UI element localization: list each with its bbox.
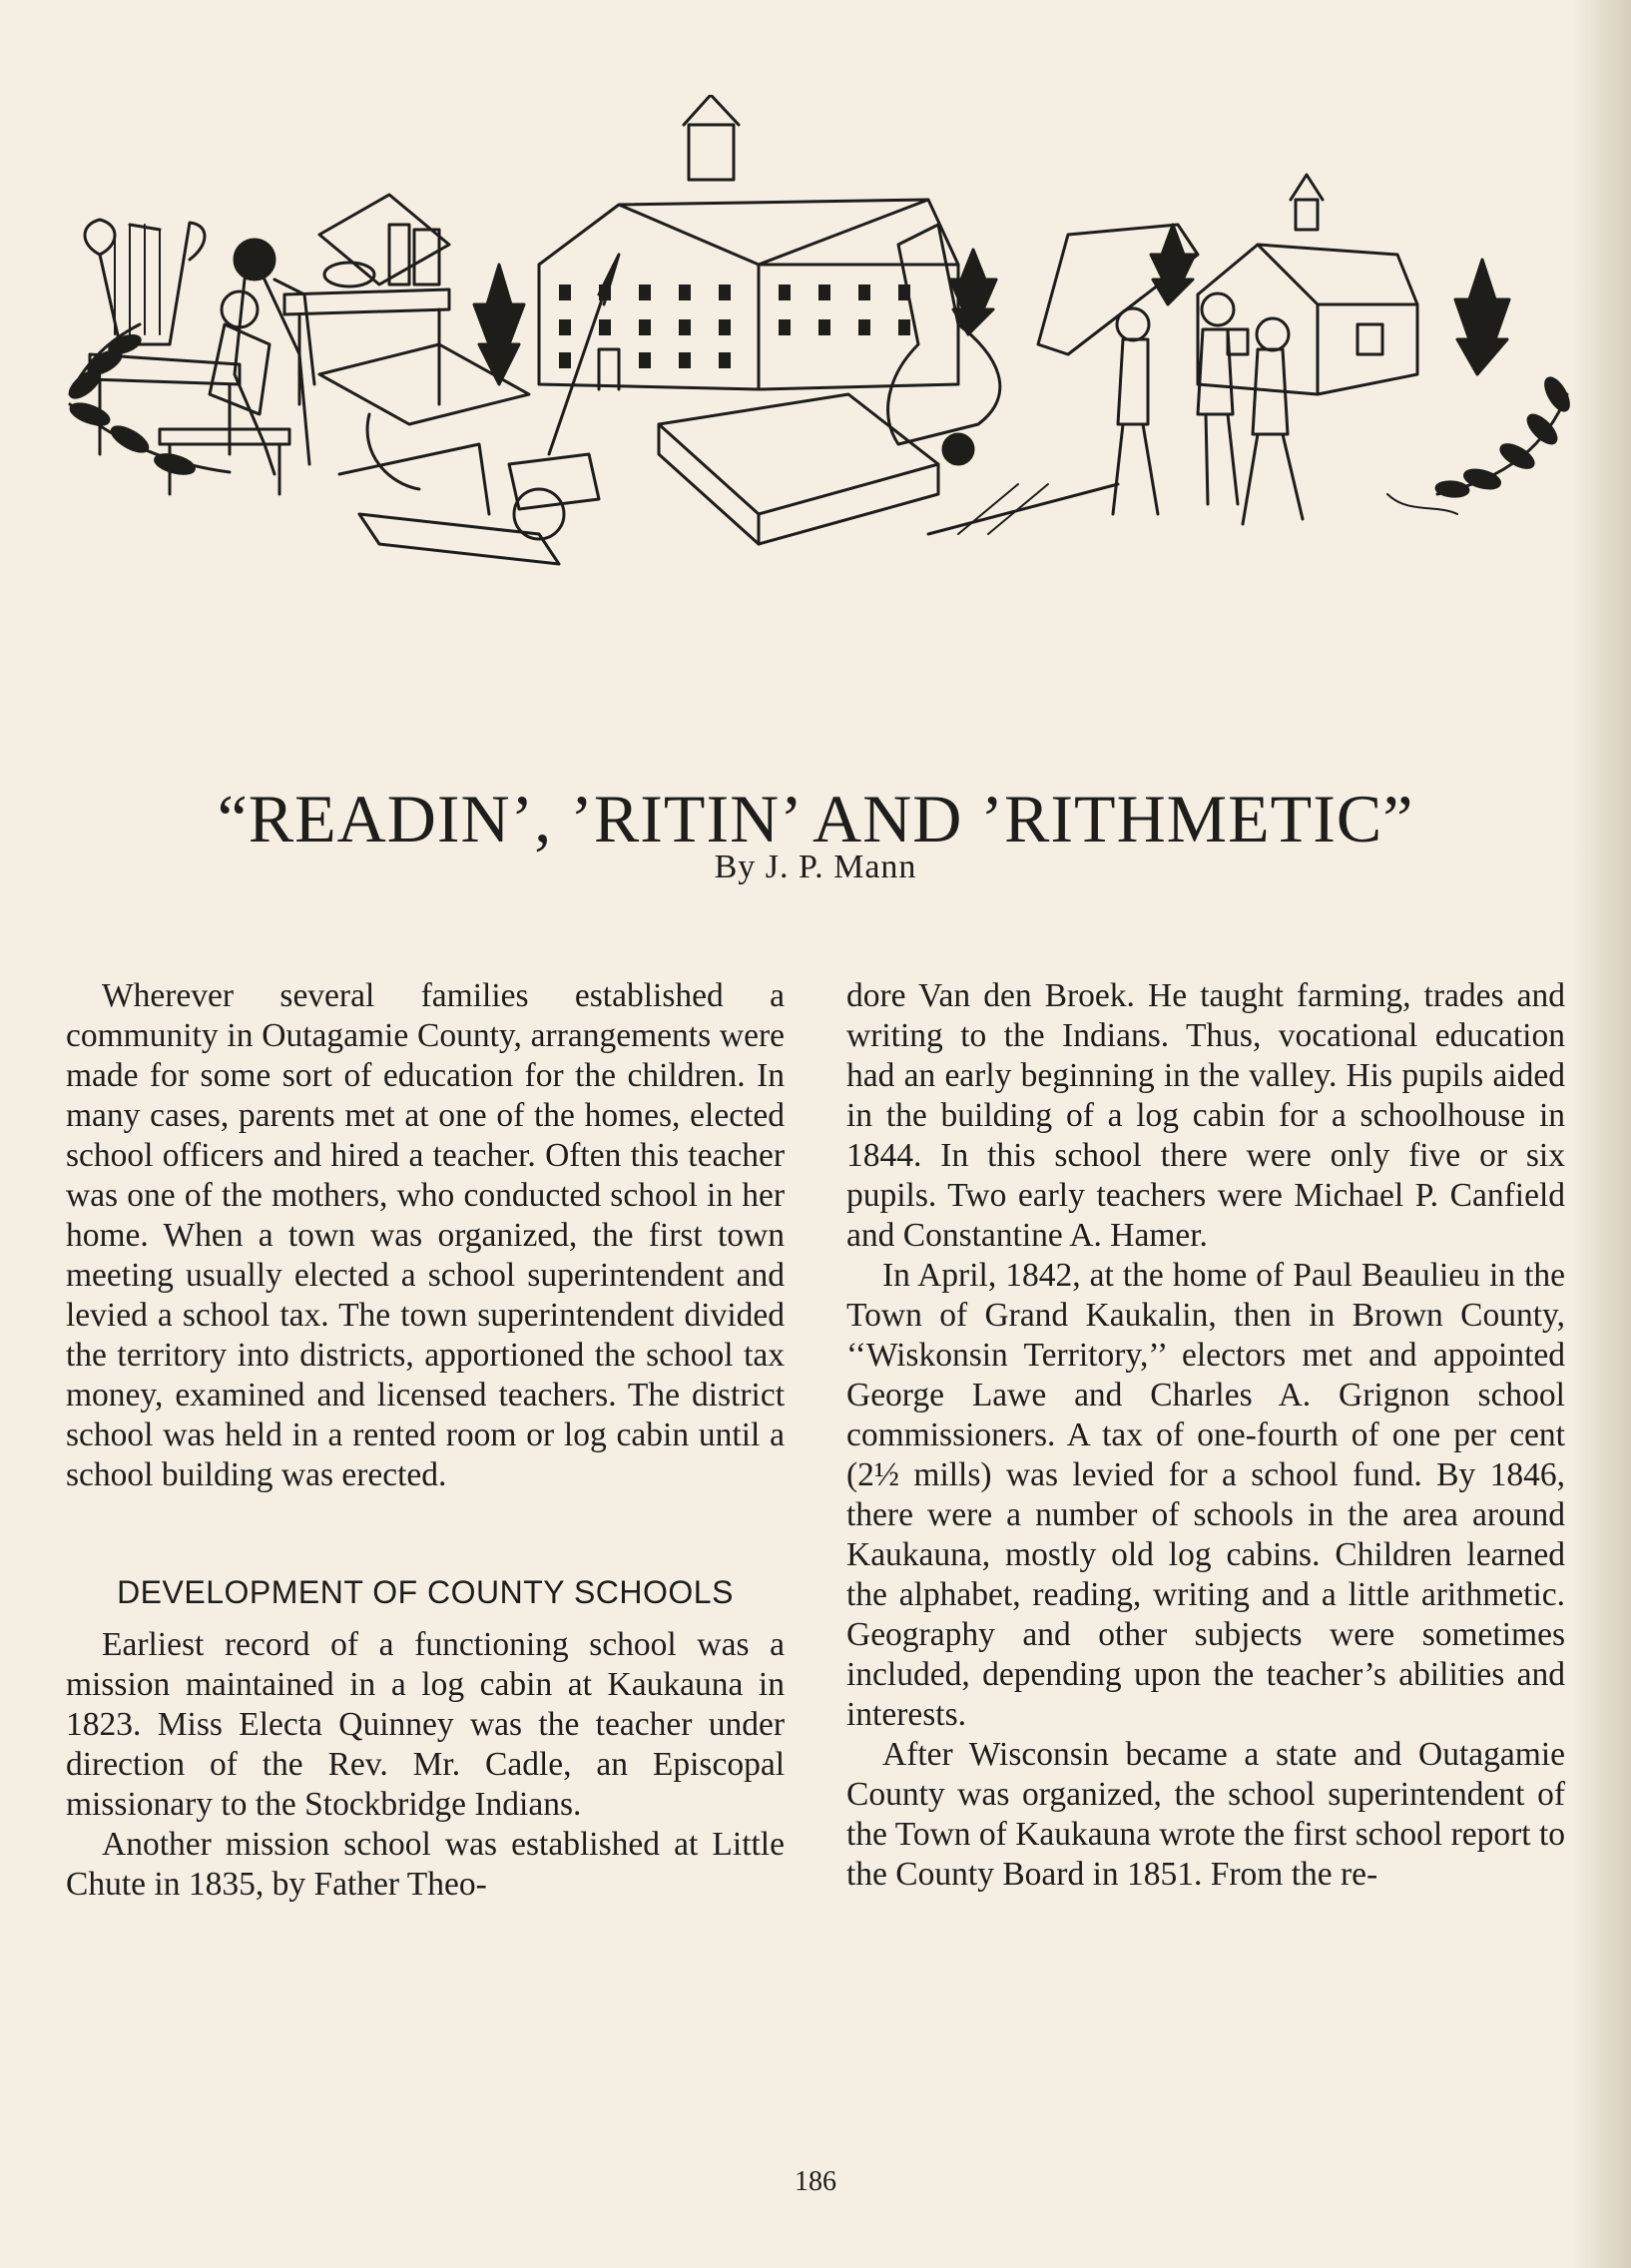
paragraph: Earliest record of a functioning school was a mission maintained in a log cabin at Kaukauna in 1823. Miss Electa Quinney was the teacher under direction of the Rev. Mr. Cadle, an Episcopal missionary to the Stockbridge Indians. — [66, 1626, 785, 1823]
bell-icon — [888, 225, 1000, 464]
school-building-icon — [539, 95, 958, 389]
section-heading: DEVELOPMENT OF COUNTY SCHOOLS — [117, 1574, 734, 1610]
paragraph: In April, 1842, at the home of Paul Beaulieu in the Town of Grand Kaukalin, then in Brown County, ‘‘Wiskonsin Territory,’’ electors met and appointed George Lawe and Charles A. Grignon school commissioners. A tax of one-fourth of one per cent (2½ mills) was levied for a school fund. By 1846, there were a number of schools in the area around Kaukauna, mostly old log cabins. Children learned the alphabet, reading, writing and a little arithmetic. Geography and other subjects were sometimes included, depending upon the teacher’s abilities and interests. — [846, 1257, 1565, 1733]
article-title: “READIN’, ’RITIN’ AND ’RITHMETIC” — [217, 780, 1414, 856]
left-column — [66, 976, 785, 1905]
right-column — [846, 976, 1565, 1895]
desk-student-icon — [90, 240, 314, 494]
page-edge-shadow — [1571, 0, 1631, 2268]
right-laurel-icon — [1435, 374, 1572, 497]
article-byline: By J. P. Mann — [714, 849, 917, 885]
children-icon — [1113, 293, 1303, 524]
book-icon — [659, 394, 938, 544]
page-number: 186 — [795, 2166, 836, 2197]
lyre-icon — [85, 220, 205, 344]
diploma-icon — [319, 344, 564, 564]
left-laurel-icon — [66, 324, 230, 477]
paragraph-continued: dore Van den Broek. He taught farming, trades and writing to the Indians. Thus, vocational education had an early beginning in the valley. His pupils aided in the building of a log cabin for a schoolhouse in 1844. In this school there were only five or six pupils. Two early teachers were Michael P. Canfield and Constantine A. Hamer. — [846, 977, 1565, 1254]
books-table-icon — [284, 195, 449, 404]
paragraph: Another mission school was established at Little Chute in 1835, by Father Theo- — [66, 1826, 785, 1903]
paragraph: Wherever several families established a community in Outagamie County, arrangements were made for some sort of education for the children. In many cases, parents met at one of the homes, elected school officers and hired a teacher. Often this teacher was one of the mothers, who conducted school in her home. When a town was organized, the first town meeting usually elected a school superintendent and levied a school tax. The town superintendent divided the territory into districts, apportioned the school tax money, examined and licensed teachers. The district school was held in a rented room or log cabin until a school building was erected. — [66, 977, 785, 1493]
header-illustration — [60, 95, 1577, 574]
paragraph: After Wisconsin became a state and Outagamie County was organized, the school superintendent of the Town of Kaukauna wrote the first school report to the County Board in 1851. From the re- — [846, 1736, 1565, 1893]
